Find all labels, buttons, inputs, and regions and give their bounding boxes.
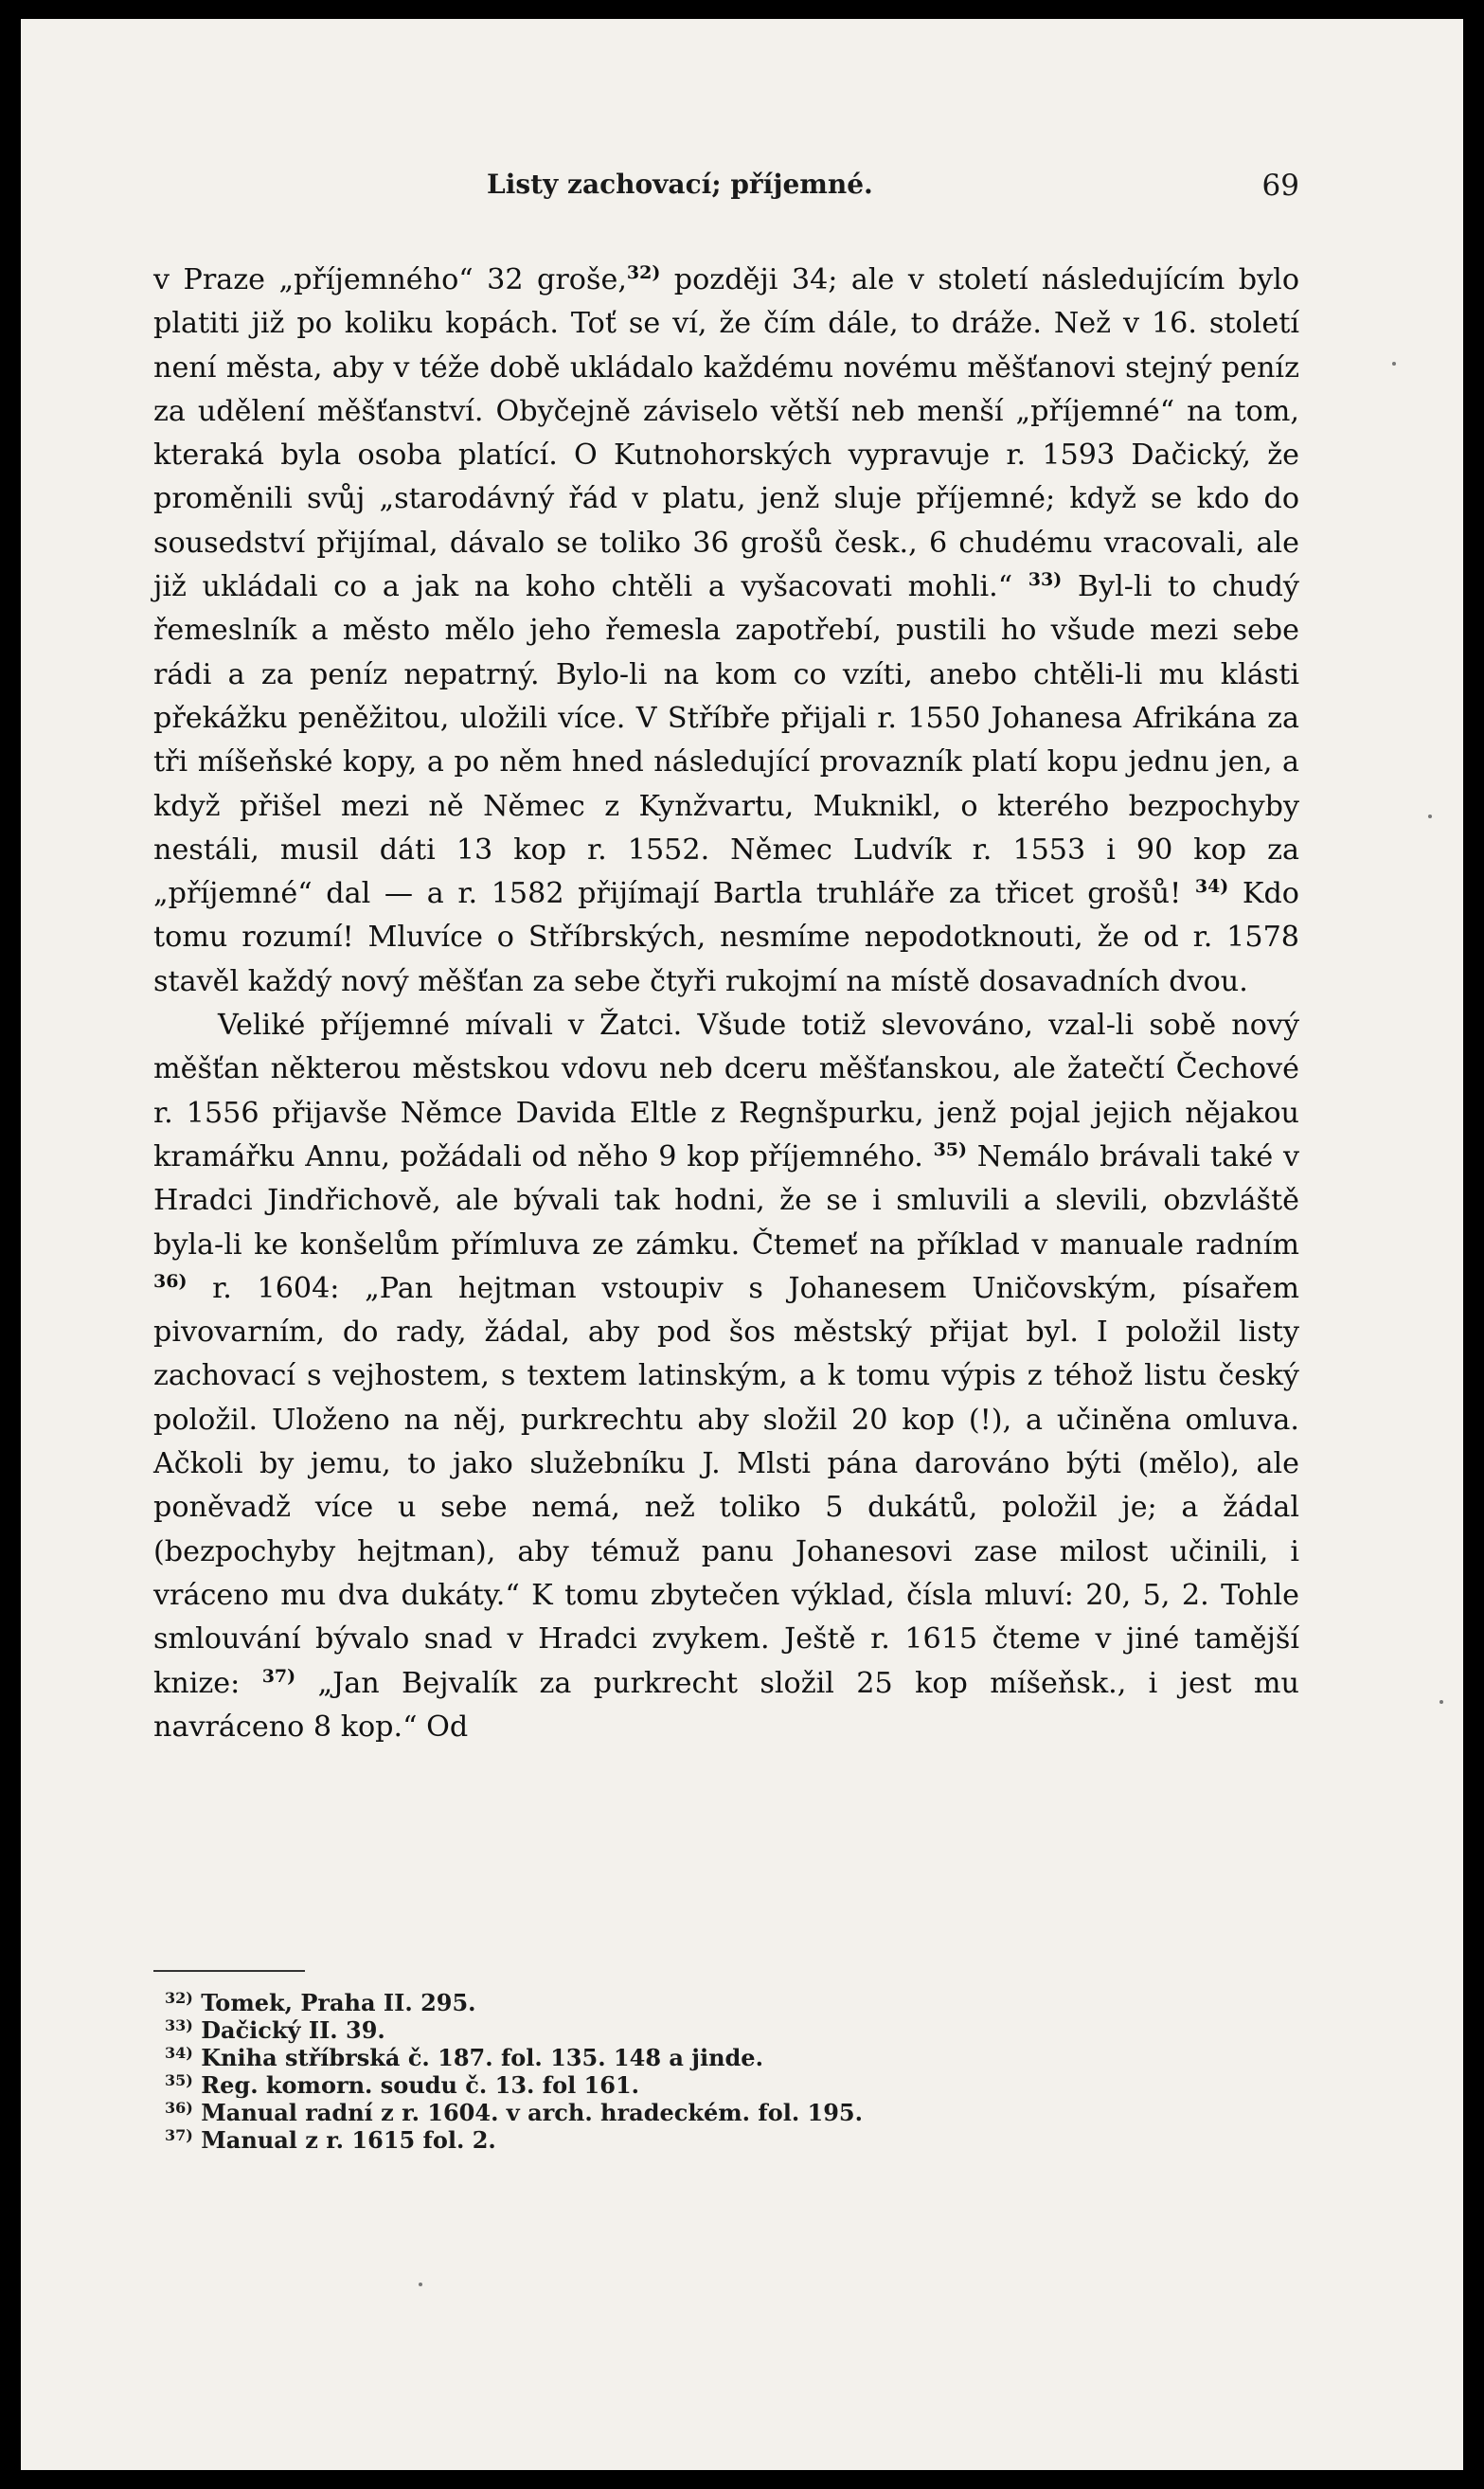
text-run: „Jan Bejvalík za purkrecht složil 25 kop míšeňsk., i jest mu navráceno 8 kop.“ Od [153, 1666, 1299, 1744]
footnote-number: 37) [165, 2126, 193, 2144]
text-run: později 34; ale v století následujícím bylo platiti již po koliku kopách. Toť se ví, že čím dále, to dráže. Než v 16. století není města, aby v téže době ukládalo každému novému měšťanovi stejný peníz za udělení měšťanství. Obyčejně záviselo větší neb menší „příjemné“ na tom, kteraká byla osoba platící. O Kutnohorských vypravuje r. 1593 Dačický, že proměnili svůj „starodávný řád v platu, jenž sluje příjemné; když se kdo do sousedství přijímal, dávalo se toliko 36 grošů česk., 6 chudému vracovali, ale již ukládali co a jak na koho chtěli a vyšacovati mohli.“ [153, 263, 1299, 604]
footnote-number: 33) [165, 2016, 193, 2034]
text-run: r. 1604: „Pan hejtman vstoupiv s Johanesem Uničovským, písařem pivovarním, do rady, žádal, aby pod šos městský přijat byl. I položil listy zachovací s vejhostem, s textem latinským, a k tomu výpis z téhož listu český položil. Uloženo na něj, purkrechtu aby složil 20 kop (!), a učiněna omluva. Ačkoli by jemu, to jako služebníku J. Mlsti pána darováno býti (mělo), ale poněvadž více u sebe nemá, než toliko 5 dukátů, položil je; a žádal (bezpochyby hejtman), aby témuž panu Johanesovi zase milost učinili, i vráceno mu dva dukáty.“ K tomu zbytečen výklad, čísla mluví: 20, 5, 2. Tohle smlouvání bývalo snad v Hradci zvykem. Ještě r. 1615 čteme v jiné tamější knize: [153, 1271, 1299, 1700]
footnotes [165, 1989, 1207, 2154]
text-run: v Praze „příjemného“ 32 groše, [153, 263, 627, 296]
footnote-text: Reg. komorn. soudu č. 13. fol 161. [192, 2071, 639, 2099]
paragraph-2 [153, 1004, 1299, 1749]
paper-speck [1392, 362, 1396, 366]
body-text [153, 259, 1299, 1749]
footnote-text: Tomek, Praha II. 295. [192, 1989, 476, 2016]
paper-speck [1439, 1700, 1443, 1704]
footnote-text: Manual radní z r. 1604. v arch. hradeckém. fol. 195. [192, 2099, 863, 2126]
text-run: Veliké příjemné mívali v Žatci. Všude totiž slevováno, vzal-li sobě nový měšťan některou městskou vdovu neb dceru měšťanskou, ale žatečtí Čechové r. 1556 přijavše Němce Davida Eltle z Regnšpurku, jenž pojal jejich nějakou kramářku Annu, požádali od něho 9 kop příjemného. [153, 1009, 1299, 1173]
text-run: Nemálo brávali také v Hradci Jindřichově, ale bývali tak hodni, že se i smluvili a slevili, obzvláště byla-li ke konšelům přímluva ze zámku. Čtemeť na příklad v manuale radním [153, 1139, 1299, 1262]
paper-speck [1428, 815, 1432, 818]
footnote-35 [165, 2071, 1207, 2099]
page-number: 69 [1261, 169, 1299, 203]
footnote-reference: 37) [261, 1665, 296, 1687]
footnote-text: Kniha stříbrská č. 187. fol. 135. 148 a jinde. [192, 2044, 763, 2071]
footnote-32 [165, 1989, 1207, 2016]
footnote-reference: 32) [626, 262, 661, 283]
footnote-number: 35) [165, 2071, 193, 2089]
footnote-37 [165, 2126, 1207, 2154]
book-page [21, 19, 1463, 2470]
footnote-36 [165, 2099, 1207, 2126]
footnote-number: 36) [165, 2099, 193, 2117]
footnote-33 [165, 2016, 1207, 2044]
footnote-reference: 36) [153, 1270, 188, 1292]
footnote-text: Dačický II. 39. [192, 2016, 385, 2044]
footnote-text: Manual z r. 1615 fol. 2. [192, 2126, 496, 2154]
text-run: Byl-li to chudý řemeslník a město mělo jeho řemesla zapotřebí, pustili ho všude mezi sebe rádi a za peníz nepatrný. Bylo-li na kom co vzíti, anebo chtěli-li mu klásti překážku peněžitou, uložili více. V Stříbře přijali r. 1550 Johanesa Afrikána za tři míšeňské kopy, a po něm hned následující provazník platí kopu jednu jen, a když přišel mezi ně Němec z Kynžvartu, Muknikl, o kterého bezpochyby nestáli, musil dáti 13 kop r. 1552. Němec Ludvík r. 1553 i 90 kop za „příjemné“ dal — a r. 1582 přijímají Bartla truhláře za třicet grošů! [153, 570, 1299, 911]
paragraph-1 [153, 259, 1299, 1004]
footnote-number: 34) [165, 2044, 193, 2062]
running-title: Listy zachovací; příjemné. [487, 169, 873, 200]
paper-speck [419, 2283, 422, 2286]
page-header [153, 169, 1299, 216]
footnote-reference: 34) [1194, 876, 1229, 898]
footnote-number: 32) [165, 1989, 193, 2007]
footnote-reference: 33) [1028, 569, 1063, 591]
footnote-reference: 35) [933, 1138, 967, 1160]
footnote-divider [153, 1970, 305, 1972]
footnote-34 [165, 2044, 1207, 2071]
text-run: Kdo tomu rozumí! Mluvíce o Stříbrských, nesmíme nepodotknouti, že od r. 1578 stavěl každý nový měšťan za sebe čtyři rukojmí na místě dosavadních dvou. [153, 877, 1299, 998]
